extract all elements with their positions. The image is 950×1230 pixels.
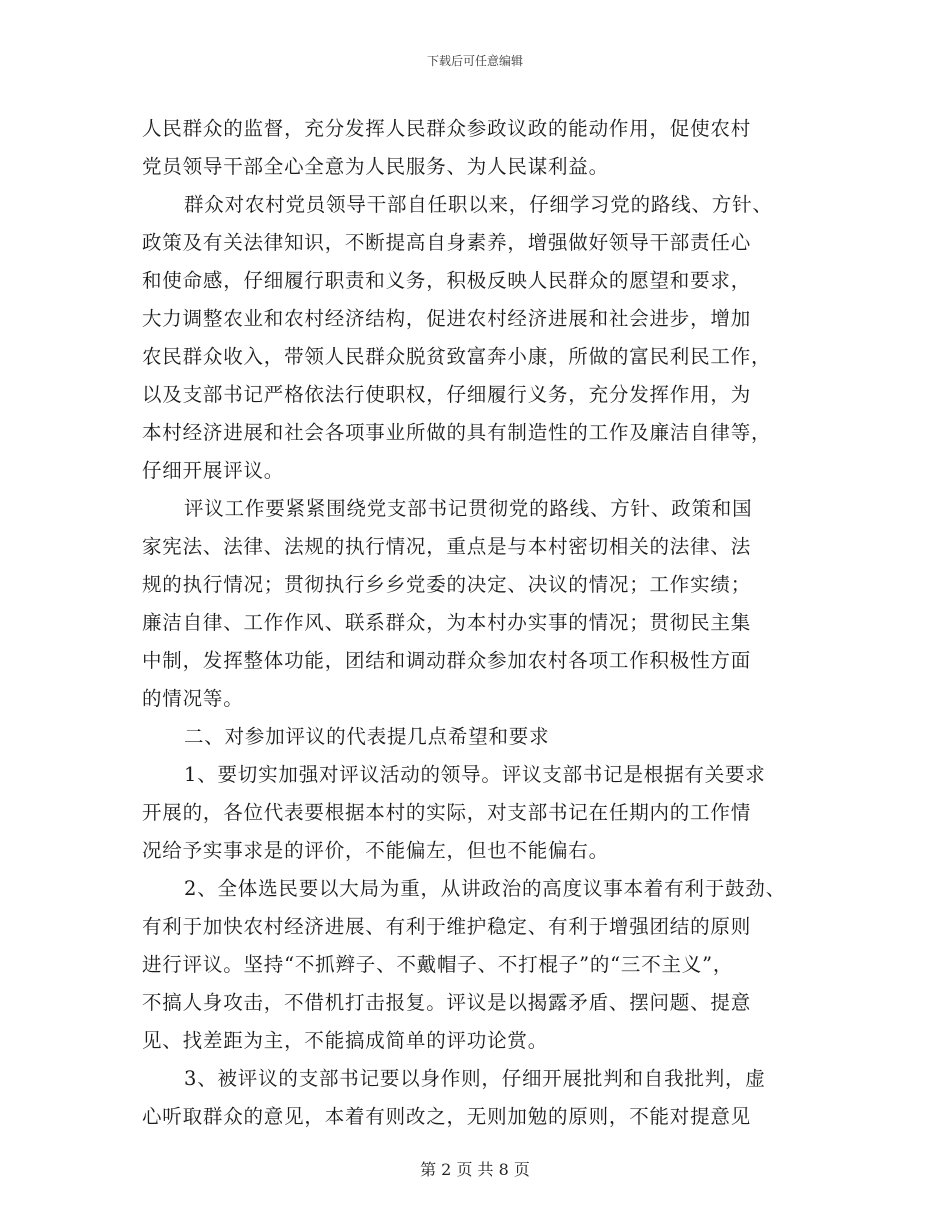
page-number: 第 2 页 共 8 页 xyxy=(420,1160,530,1179)
text-line: 政策及有关法律知识，不断提高自身素养，增强做好领导干部责任心 xyxy=(142,231,752,254)
text-line: 和使命感，仔细履行职责和义务，积极反映人民群众的愿望和要求， xyxy=(142,269,752,292)
text-line: 本村经济进展和社会各项事业所做的具有制造性的工作及廉洁自律等， xyxy=(142,421,772,444)
text-line: 规的执行情况；贯彻执行乡乡党委的决定、决议的情况；工作实绩； xyxy=(142,573,752,596)
text-line: 仔细开展评议。 xyxy=(142,459,285,482)
text-line: 3、被评议的支部书记要以身作则，仔细开展批判和自我批判，虚 xyxy=(184,1067,766,1090)
text-line: 1、要切实加强对评议活动的领导。评议支部书记是根据有关要求 xyxy=(184,763,766,786)
text-line: 心听取群众的意见，本着有则改之，无则加勉的原则，不能对提意见 xyxy=(142,1105,752,1128)
text-line: 家宪法、法律、法规的执行情况，重点是与本村密切相关的法律、法 xyxy=(142,535,752,558)
text-line: 不搞人身攻击，不借机打击报复。评议是以揭露矛盾、摆问题、提意 xyxy=(142,991,752,1014)
text-line: 人民群众的监督，充分发挥人民群众参政议政的能动作用，促使农村 xyxy=(142,117,752,140)
text-line: 党员领导干部全心全意为人民服务、为人民谋利益。 xyxy=(142,155,609,178)
text-line: 中制，发挥整体功能，团结和调动群众参加农村各项工作积极性方面 xyxy=(142,649,752,672)
text-line: 以及支部书记严格依法行使职权，仔细履行义务，充分发挥作用，为 xyxy=(142,383,752,406)
text-line: 廉洁自律、工作作风、联系群众，为本村办实事的情况；贯彻民主集 xyxy=(142,611,752,634)
text-line: 的情况等。 xyxy=(142,687,244,710)
page-header: 下载后可任意编辑 xyxy=(426,54,523,68)
text-line: 群众对农村党员领导干部自任职以来，仔细学习党的路线、方针、 xyxy=(184,193,773,216)
text-line: 开展的，各位代表要根据本村的实际，对支部书记在任期内的工作情 xyxy=(142,801,752,824)
text-line: 2、全体选民要以大局为重，从讲政治的高度议事本着有利于鼓劲、 xyxy=(184,877,786,900)
text-line: 大力调整农业和农村经济结构，促进农村经济进展和社会进步，增加 xyxy=(142,307,752,330)
text-line: 有利于加快农村经济进展、有利于维护稳定、有利于增强团结的原则 xyxy=(142,915,752,938)
section-heading: 二、对参加评议的代表提几点希望和要求 xyxy=(184,725,550,748)
text-line: 农民群众收入，带领人民群众脱贫致富奔小康，所做的富民利民工作， xyxy=(142,345,772,368)
text-line: 进行评议。坚持“不抓辫子、不戴帽子、不打棍子”的“三不主义”， xyxy=(142,953,734,976)
text-line: 评议工作要紧紧围绕党支部书记贯彻党的路线、方针、政策和国 xyxy=(184,497,753,520)
text-line: 况给予实事求是的评价，不能偏左，但也不能偏右。 xyxy=(142,839,609,862)
text-line: 见、找差距为主，不能搞成简单的评功论赏。 xyxy=(142,1029,549,1052)
